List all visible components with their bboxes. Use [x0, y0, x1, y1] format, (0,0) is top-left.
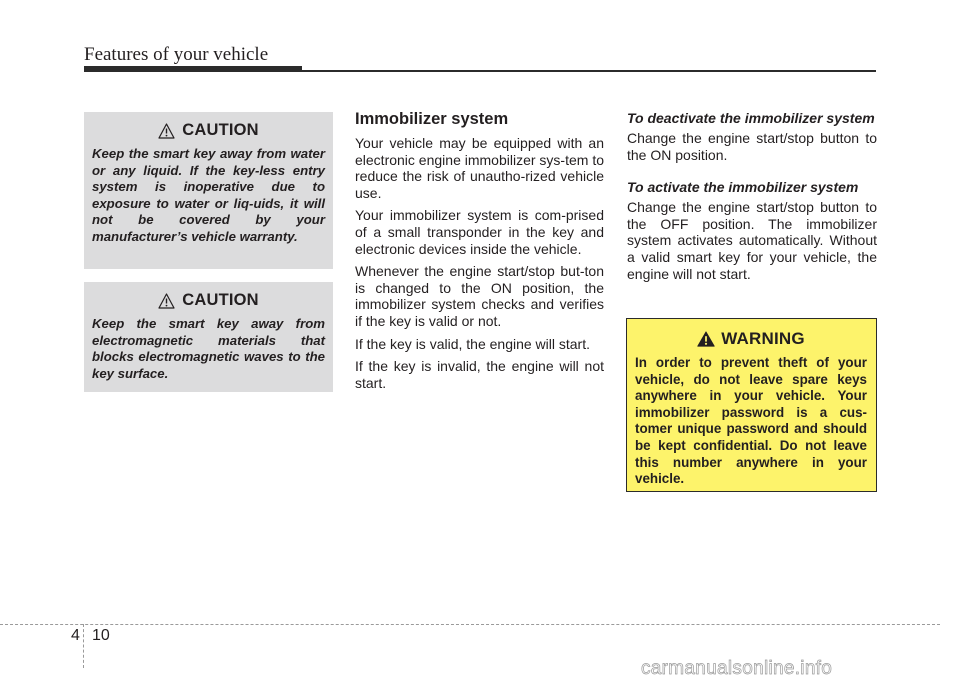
caution-box-electromagnetic: [84, 282, 333, 392]
footer-divider: [83, 624, 84, 668]
warning-title-row: [635, 329, 867, 349]
warning-text: In order to prevent theft of your vehicle, do not leave spare keys anywhere in your vehicle. Your immobilizer password is a cus-tomer unique password and should be kept confidential. Do not leave this number anywhere in your vehicle.: [635, 355, 867, 487]
caution-title: CAUTION: [182, 291, 259, 309]
caution-title-row: [92, 121, 325, 140]
warning-title: WARNING: [721, 329, 805, 348]
section-heading: Immobilizer system: [355, 110, 509, 128]
chapter-number: 4: [71, 627, 80, 644]
caution-title: CAUTION: [182, 121, 259, 139]
body-paragraph: Change the engine start/stop button to the OFF position. The immobilizer system activates automatically. Without a valid smart key for your vehicle, the engine will not start.: [627, 199, 877, 282]
caution-box-water: [84, 112, 333, 269]
activation-section: [627, 110, 877, 288]
body-paragraph: Change the engine start/stop button to the ON position.: [627, 130, 877, 163]
page-number: 10: [92, 627, 110, 644]
immobilizer-section: [355, 110, 604, 397]
body-paragraph: If the key is valid, the engine will start.: [355, 335, 590, 352]
subheading-deactivate: To deactivate the immobilizer system: [627, 110, 875, 126]
body-paragraph: Whenever the engine start/stop but-ton is changed to the ON position, the immobilizer system checks and verifies if the key is valid or not.: [355, 263, 604, 329]
caution-text: Keep the smart key away from water or any liquid. If the key-less entry system is inoperative due to exposure to water or liq-uids, it will not be covered by your manufacturer’s vehicle warranty.: [92, 146, 325, 244]
caution-title-row: [92, 291, 325, 310]
body-paragraph: Your immobilizer system is com-prised of a small transponder in the key and electronic devices inside the vehicle.: [355, 207, 604, 257]
footer-rule: [0, 624, 940, 625]
warning-box: [626, 318, 877, 492]
caution-text: Keep the smart key away from electromagnetic materials that blocks electromagnetic waves to the key surface.: [92, 316, 325, 381]
header-rule-thick: [84, 66, 302, 72]
watermark: carmanualsonline.info: [641, 658, 833, 679]
body-paragraph: If the key is invalid, the engine will not start.: [355, 358, 604, 391]
subheading-activate: To activate the immobilizer system: [627, 179, 859, 196]
page-header-title: Features of your vehicle: [84, 44, 269, 65]
caution-triangle-icon: [158, 123, 175, 139]
header-rule-thin: [302, 70, 876, 72]
warning-triangle-icon: [697, 331, 715, 347]
caution-triangle-icon: [158, 293, 175, 309]
body-paragraph: Your vehicle may be equipped with an electronic engine immobilizer sys-tem to reduce the risk of unautho-rized vehicle use.: [355, 135, 604, 201]
